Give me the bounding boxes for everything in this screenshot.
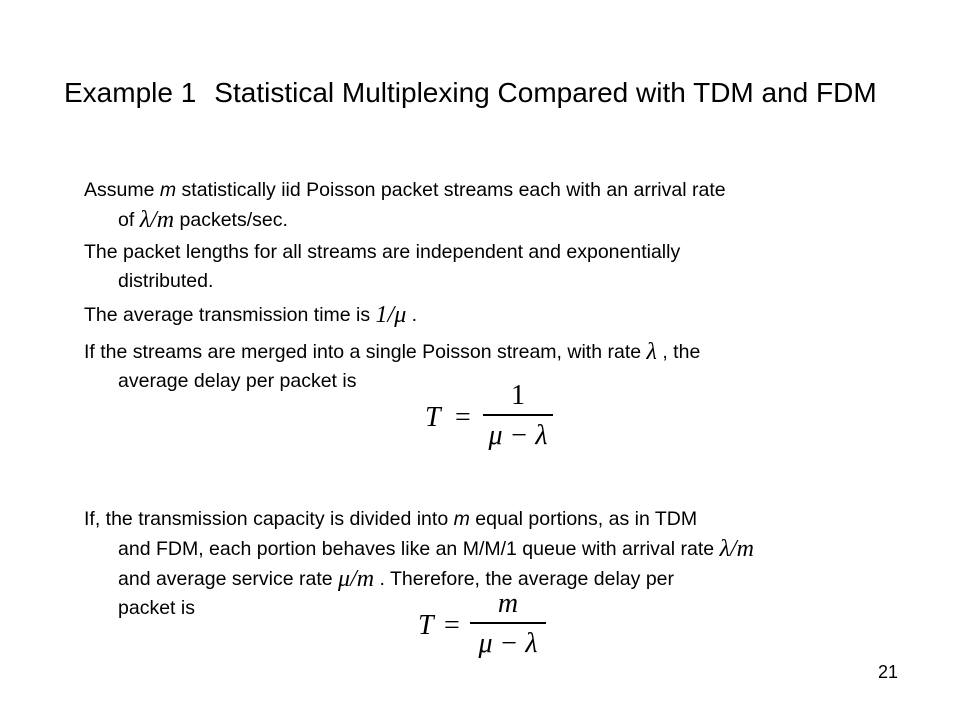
text: , the (656, 341, 701, 363)
title-text: Statistical Multiplexing Compared with TDM and FDM (214, 77, 877, 108)
continuation-line: distributed. (118, 270, 214, 292)
text: statistically iid Poisson packet streams each with an arrival rate (176, 179, 726, 201)
formula-denominator: μ − λ (478, 628, 538, 659)
formula-divided-delay (418, 588, 558, 668)
math-mu-over-m: μ/m (338, 566, 375, 592)
variable-m: m (453, 508, 470, 530)
continuation-line (84, 205, 288, 235)
continuation-line (84, 564, 674, 594)
math-one-over-mu: 1/μ (375, 302, 407, 328)
formula-equals: = (444, 610, 460, 641)
continuation-line: packet is (118, 597, 195, 619)
fraction-bar (470, 622, 546, 624)
text: Assume (84, 179, 160, 201)
text: and FDM, each portion behaves like an M/M/1 queue with arrival rate (118, 538, 720, 560)
example-label: Example 1 (64, 77, 197, 108)
variable-m: m (159, 179, 177, 201)
text: If, the transmission capacity is divided into (84, 508, 454, 530)
text: . (406, 304, 418, 326)
math-lambda: λ (646, 339, 657, 365)
text: packets/sec. (174, 209, 288, 231)
fraction-bar (483, 414, 553, 416)
text: of (118, 209, 140, 231)
text: If the streams are merged into a single Poisson stream, with rate (84, 341, 647, 363)
text: The average transmission time is (84, 304, 376, 326)
continuation-line (84, 534, 754, 564)
formula-equals: = (455, 402, 471, 433)
text: . Therefore, the average delay per (374, 568, 675, 590)
paragraph-packet-lengths (84, 238, 884, 296)
text: The packet lengths for all streams are independent and exponentially (84, 241, 681, 263)
paragraph-transmission-time (84, 300, 884, 330)
formula-lhs: T (425, 402, 441, 433)
formula-denominator: μ − λ (488, 420, 548, 451)
continuation-line: average delay per packet is (118, 370, 357, 392)
page-number: 21 (877, 662, 898, 682)
formula-lhs: T (418, 610, 434, 641)
formula-merged-delay (425, 380, 565, 460)
formula-numerator: m (497, 588, 519, 619)
text: and average service rate (118, 568, 339, 590)
paragraph-assumption (84, 176, 884, 235)
slide-title (64, 76, 877, 110)
text: equal portions, as in TDM (469, 508, 698, 530)
math-lambda-over-m: λ/m (139, 207, 175, 233)
formula-numerator: 1 (511, 380, 525, 411)
math-lambda-over-m: λ/m (719, 536, 754, 562)
